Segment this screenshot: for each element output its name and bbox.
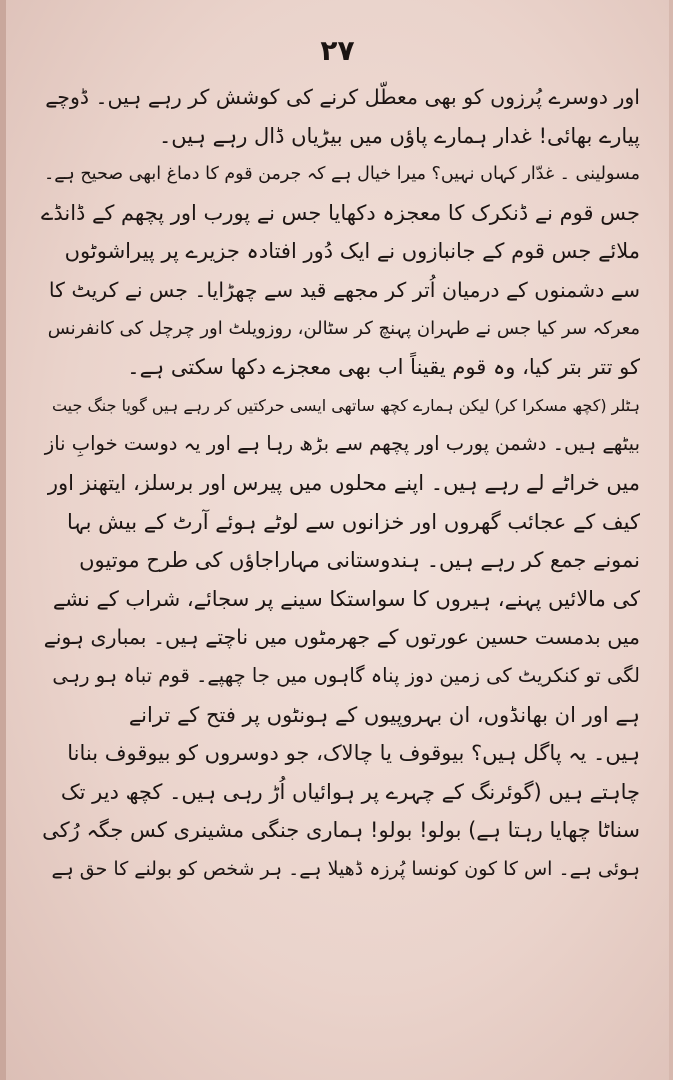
text-line: کو تتر بتر کیا، وہ قوم یقیناً اب بھی معجزے دکھا سکتی ہے۔ (127, 355, 640, 380)
text-line: ہٹلر (کچھ مسکرا کر) لیکن ہمارے کچھ ساتھی ایسی حرکتیں کر رہے ہیں گویا جنگ جیت (51, 395, 640, 415)
text-line: چاہتے ہیں (گوئرنگ کے چہرے پر ہوائیاں اُڑ رہی ہیں۔ کچھ دیر تک (60, 779, 640, 804)
text-line: ملائے جس قوم کے جانبازوں نے ایک دُور افتادہ جزیرے پر پیراشوٹوں (64, 239, 640, 264)
text-line: مسولینی ۔ غدّار کہاں نہیں؟ میرا خیال ہے کہ جرمن قوم کا دماغ ابھی صحیح ہے۔ (44, 164, 640, 185)
text-line: سناٹا چھایا رہتا ہے) بولو! بولو! ہماری جنگی مشینری کس جگہ رُکی (42, 818, 640, 843)
text-line: ہیں۔ یہ پاگل ہیں؟ بیوقوف یا چالاک، جو دوسروں کو بیوقوف بنانا (67, 741, 640, 766)
text-line: بیٹھے ہیں۔ دشمن پورب اور پچھم سے بڑھ رہا ہے اور یہ دوست خوابِ ناز (44, 432, 640, 456)
text-line: ہوئی ہے۔ اس کا کون کونسا پُرزہ ڈھیلا ہے۔ ہر شخص کو بولنے کا حق ہے (51, 857, 640, 880)
body-text (40, 78, 640, 888)
text-line: لگی تو کنکریٹ کی زمین دوز پناہ گاہوں میں جا چھپے۔ قوم تباہ ہو رہی (52, 663, 640, 687)
text-line: سے دشمنوں کے درمیان اُتر کر مجھے قید سے چھڑایا۔ جس نے کریٹ کا (48, 277, 640, 302)
text-line: جس قوم نے ڈنکرک کا معجزہ دکھایا جس نے پورب اور پچھم کے ڈانڈے (41, 200, 640, 225)
text-line: معرکہ سر کیا جس نے طہران پہنچ کر سٹالن، روزویلٹ اور چرچل کی کانفرنس (47, 317, 640, 339)
text-line: نمونے جمع کر رہے ہیں۔ ہندوستانی مہاراجاؤں کی طرح موتیوں (79, 548, 640, 573)
text-line: کی مالائیں پہنے، ہیروں کا سواستکا سینے پر سجائے، شراب کے نشے (52, 586, 640, 611)
text-line: کیف کے عجائب گھروں اور خزانوں سے لوٹے ہوئے آرٹ کے بیش بہا (66, 509, 640, 534)
text-line: پیارے بھائی! غدار ہمارے پاؤں میں بیڑیاں ڈال رہے ہیں۔ (158, 123, 640, 148)
text-line: ہے اور ان بھانڈوں، ان بہروپیوں کے ہونٹوں پر فتح کے ترانے (128, 702, 640, 727)
page-number: ۲۷ (320, 34, 355, 67)
text-line: میں خراٹے لے رہے ہیں۔ اپنے محلوں میں پیرس اور برسلز، ایتھنز اور (47, 470, 640, 495)
text-line: میں بدمست حسین عورتوں کے جھرمٹوں میں ناچتے ہیں۔ بمباری ہونے (43, 625, 640, 650)
text-line: اور دوسرے پُرزوں کو بھی معطّل کرنے کی کوشش کر رہے ہیں۔ ڈوچے (45, 85, 640, 109)
